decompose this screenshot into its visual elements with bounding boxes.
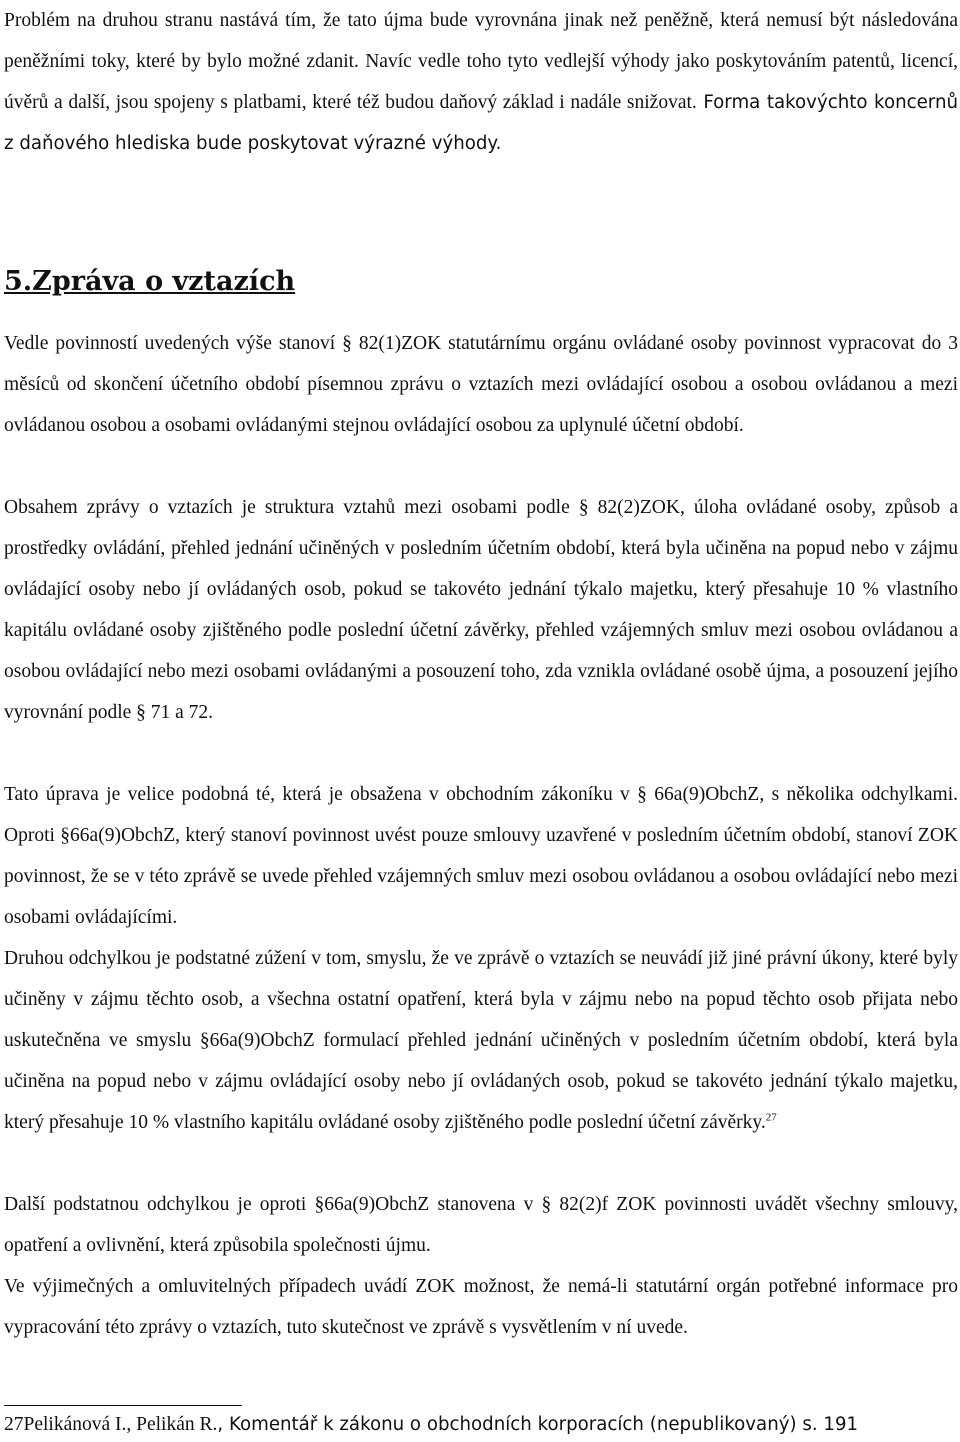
footnote-author: 27Pelikánová I., Pelikán R.	[4, 1414, 218, 1435]
paragraph-exceptional-cases: Ve výjimečných a omluvitelných případech uvádí ZOK možnost, že nemá-li statutární orgán potřebné informace pro vypracování této zprávy o vztazích, tuto skutečnost ve zprávě s vysvětlením v ní uvede.	[4, 1276, 958, 1338]
paragraph-third-deviation: Další podstatnou odchylkou je oproti §66a(9)ObchZ stanovena v § 82(2)f ZOK povinnosti uvádět všechny smlouvy, opatření a ovlivnění, která způsobila společnosti újmu.	[4, 1194, 958, 1256]
intro-text: Problém na druhou stranu nastává tím, že tato újma bude vyrovnána jinak než peněžně, která nemusí být následována peněžními toky, které by bylo možné zdanit. Navíc vedle toho tyto vedlejší výhody jako poskytováním patentů, licencí, úvěrů a další, jsou spojeny s platbami, které též budou daňový základ i nadále snižovat.	[4, 10, 958, 113]
intro-paragraph	[4, 0, 958, 164]
paragraph-second-deviation-text: Druhou odchylkou je podstatné zúžení v tom, smyslu, že ve zprávě o vztazích se neuvádí již jiné právní úkony, které byly učiněny v zájmu těchto osob, a všechna ostatní opatření, která byla v zájmu nebo na popud těchto osob přijata nebo uskutečněna ve smyslu §66a(9)ObchZ formulací přehled jednání učiněných v posledním účetním období, která byla učiněna na popud nebo v zájmu ovládající osoby nebo jí ovládaných osob, pokud se takovéto jednání týkalo majetku, který přesahuje 10 % vlastního kapitálu ovládané osoby zjištěného podle poslední účetní závěrky.	[4, 948, 958, 1133]
paragraph-second-deviation	[4, 938, 958, 1143]
paragraph-report-obligation: Vedle povinností uvedených výše stanoví § 82(1)ZOK statutárnímu orgánu ovládané osoby povinnost vypracovat do 3 měsíců od skončení účetního období písemnou zprávu o vztazích mezi ovládající osobou a osobou ovládanou a mezi ovládanou osobou a osobami ovládanými stejnou ovládající osobou za uplynulé účetní období.	[4, 333, 958, 436]
paragraph-comparison-obchz: Tato úprava je velice podobná té, která je obsažena v obchodním zákoníku v § 66a(9)ObchZ, s několika odchylkami. Oproti §66a(9)ObchZ, který stanoví povinnost uvést pouze smlouvy uzavřené v posledním účetním období, stanoví ZOK povinnost, že se v této zprávě se uvede přehled vzájemných smluv mezi osobou ovládanou a osobou ovládající nebo mezi osobami ovládajícími.	[4, 784, 958, 928]
section-heading: 5.Zpráva o vztazích	[4, 266, 296, 297]
footnote	[4, 1408, 958, 1442]
footnote-divider	[4, 1405, 242, 1406]
footnote-title: , Komentář k zákonu o obchodních korporacích (nepublikovaný) s. 191	[217, 1414, 859, 1435]
footnote-reference: 27	[765, 1111, 777, 1124]
paragraph-report-content: Obsahem zprávy o vztazích je struktura vztahů mezi osobami podle § 82(2)ZOK, úloha ovládané osoby, způsob a prostředky ovládání, přehled jednání učiněných v posledním účetním období, která byla učiněna na popud nebo v zájmu ovládající osoby nebo jí ovládaných osob, pokud se takovéto jednání týkalo majetku, který přesahuje 10 % vlastního kapitálu ovládané osoby zjištěného podle poslední účetní závěrky, přehled vzájemných smluv mezi osobou ovládanou a osobou ovládající nebo mezi osobami ovládanými a posouzení toho, zda vznikla ovládané osobě újma, a posouzení jejího vyrovnání podle § 71 a 72.	[4, 497, 958, 723]
intro-text-sans: Forma takovýchto koncernů z daňového hlediska bude poskytovat výrazné výhody.	[4, 92, 958, 154]
